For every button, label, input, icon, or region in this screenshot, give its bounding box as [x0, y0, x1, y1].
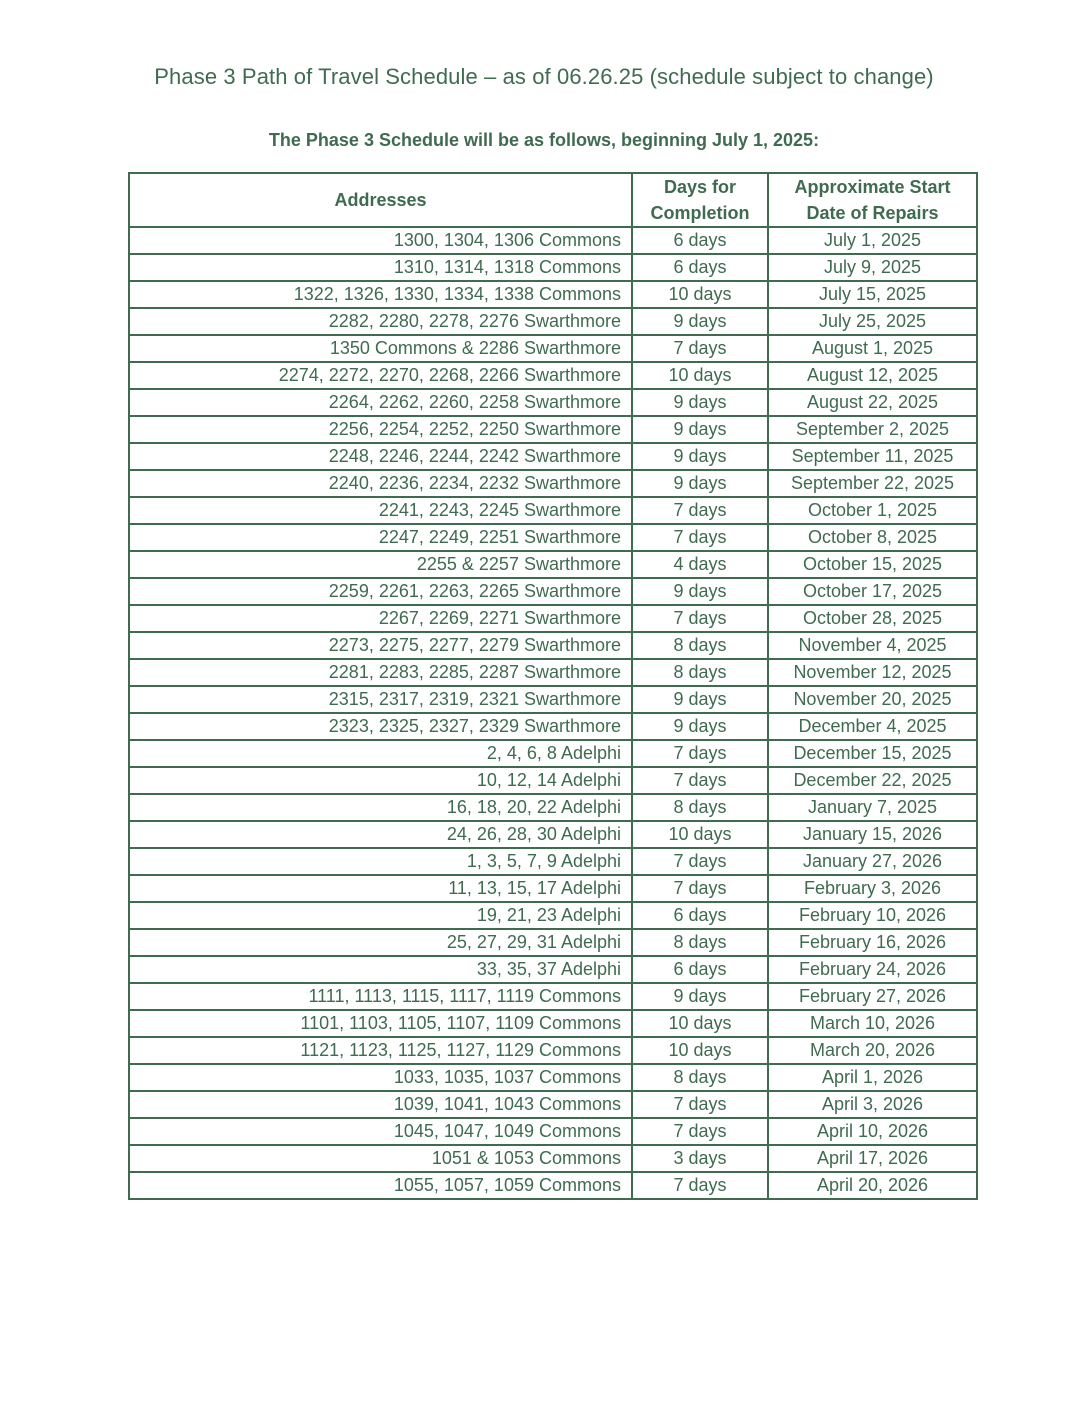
days-cell: 6 days [632, 254, 768, 281]
header-days-line2: Completion [650, 203, 750, 223]
start-date-cell: February 24, 2026 [768, 956, 977, 983]
days-cell: 7 days [632, 1172, 768, 1199]
table-row [129, 470, 977, 497]
days-cell: 8 days [632, 632, 768, 659]
start-date-cell: October 15, 2025 [768, 551, 977, 578]
start-date-cell: November 12, 2025 [768, 659, 977, 686]
address-cell: 25, 27, 29, 31 Adelphi [129, 929, 632, 956]
start-date-cell: February 16, 2026 [768, 929, 977, 956]
page-title: Phase 3 Path of Travel Schedule – as of 06.26.25 (schedule subject to change) [154, 64, 934, 89]
header-date-line2: Date of Repairs [806, 203, 939, 223]
table-row [129, 875, 977, 902]
start-date-cell: January 27, 2026 [768, 848, 977, 875]
start-date-cell: January 15, 2026 [768, 821, 977, 848]
address-cell: 2264, 2262, 2260, 2258 Swarthmore [129, 389, 632, 416]
address-cell: 24, 26, 28, 30 Adelphi [129, 821, 632, 848]
days-cell: 9 days [632, 416, 768, 443]
days-cell: 7 days [632, 335, 768, 362]
schedule-subtitle: The Phase 3 Schedule will be as follows, beginning July 1, 2025: [268, 130, 820, 150]
start-date-cell: July 9, 2025 [768, 254, 977, 281]
address-cell: 1045, 1047, 1049 Commons [129, 1118, 632, 1145]
start-date-cell: January 7, 2025 [768, 794, 977, 821]
days-cell: 10 days [632, 821, 768, 848]
address-cell: 1350 Commons & 2286 Swarthmore [129, 335, 632, 362]
address-cell: 2273, 2275, 2277, 2279 Swarthmore [129, 632, 632, 659]
address-cell: 19, 21, 23 Adelphi [129, 902, 632, 929]
table-row [129, 767, 977, 794]
days-cell: 9 days [632, 578, 768, 605]
days-cell: 7 days [632, 497, 768, 524]
address-cell: 2, 4, 6, 8 Adelphi [129, 740, 632, 767]
start-date-cell: April 3, 2026 [768, 1091, 977, 1118]
address-cell: 2315, 2317, 2319, 2321 Swarthmore [129, 686, 632, 713]
days-cell: 9 days [632, 389, 768, 416]
start-date-cell: August 12, 2025 [768, 362, 977, 389]
table-row [129, 389, 977, 416]
table-row [129, 848, 977, 875]
days-cell: 7 days [632, 848, 768, 875]
address-cell: 1101, 1103, 1105, 1107, 1109 Commons [129, 1010, 632, 1037]
start-date-cell: September 22, 2025 [768, 470, 977, 497]
header-start-date [768, 173, 977, 227]
address-cell: 1310, 1314, 1318 Commons [129, 254, 632, 281]
address-cell: 10, 12, 14 Adelphi [129, 767, 632, 794]
days-cell: 10 days [632, 281, 768, 308]
days-cell: 3 days [632, 1145, 768, 1172]
start-date-cell: July 25, 2025 [768, 308, 977, 335]
days-cell: 6 days [632, 956, 768, 983]
days-cell: 8 days [632, 794, 768, 821]
days-cell: 9 days [632, 713, 768, 740]
table-row [129, 362, 977, 389]
start-date-cell: April 20, 2026 [768, 1172, 977, 1199]
table-row [129, 227, 977, 254]
schedule-table-body [129, 227, 977, 1199]
table-row [129, 308, 977, 335]
header-addresses-label: Addresses [334, 190, 427, 210]
days-cell: 9 days [632, 983, 768, 1010]
address-cell: 1322, 1326, 1330, 1334, 1338 Commons [129, 281, 632, 308]
start-date-cell: March 20, 2026 [768, 1037, 977, 1064]
schedule-table [128, 172, 978, 1200]
address-cell: 2256, 2254, 2252, 2250 Swarthmore [129, 416, 632, 443]
header-days-for-completion [632, 173, 768, 227]
table-row [129, 632, 977, 659]
days-cell: 8 days [632, 659, 768, 686]
header-date-line1: Approximate Start [794, 177, 951, 197]
header-addresses [129, 173, 632, 227]
table-row [129, 1064, 977, 1091]
address-cell: 2282, 2280, 2278, 2276 Swarthmore [129, 308, 632, 335]
start-date-cell: September 2, 2025 [768, 416, 977, 443]
address-cell: 2323, 2325, 2327, 2329 Swarthmore [129, 713, 632, 740]
start-date-cell: December 15, 2025 [768, 740, 977, 767]
table-row [129, 524, 977, 551]
days-cell: 7 days [632, 1118, 768, 1145]
start-date-cell: February 10, 2026 [768, 902, 977, 929]
start-date-cell: September 11, 2025 [768, 443, 977, 470]
address-cell: 1055, 1057, 1059 Commons [129, 1172, 632, 1199]
address-cell: 2281, 2283, 2285, 2287 Swarthmore [129, 659, 632, 686]
table-row [129, 1145, 977, 1172]
address-cell: 2241, 2243, 2245 Swarthmore [129, 497, 632, 524]
table-row [129, 1037, 977, 1064]
start-date-cell: March 10, 2026 [768, 1010, 977, 1037]
start-date-cell: October 1, 2025 [768, 497, 977, 524]
address-cell: 2247, 2249, 2251 Swarthmore [129, 524, 632, 551]
start-date-cell: November 20, 2025 [768, 686, 977, 713]
address-cell: 1051 & 1053 Commons [129, 1145, 632, 1172]
table-row [129, 578, 977, 605]
days-cell: 7 days [632, 875, 768, 902]
start-date-cell: February 27, 2026 [768, 983, 977, 1010]
days-cell: 8 days [632, 1064, 768, 1091]
table-row [129, 659, 977, 686]
start-date-cell: July 15, 2025 [768, 281, 977, 308]
days-cell: 9 days [632, 308, 768, 335]
table-row [129, 416, 977, 443]
start-date-cell: December 22, 2025 [768, 767, 977, 794]
address-cell: 1039, 1041, 1043 Commons [129, 1091, 632, 1118]
days-cell: 10 days [632, 1010, 768, 1037]
table-row [129, 956, 977, 983]
table-row [129, 686, 977, 713]
address-cell: 1, 3, 5, 7, 9 Adelphi [129, 848, 632, 875]
table-row [129, 551, 977, 578]
table-row [129, 929, 977, 956]
days-cell: 7 days [632, 740, 768, 767]
address-cell: 2248, 2246, 2244, 2242 Swarthmore [129, 443, 632, 470]
header-days-line1: Days for [663, 177, 737, 197]
table-row [129, 1118, 977, 1145]
table-row [129, 902, 977, 929]
address-cell: 2274, 2272, 2270, 2268, 2266 Swarthmore [129, 362, 632, 389]
table-row [129, 713, 977, 740]
days-cell: 4 days [632, 551, 768, 578]
table-row [129, 794, 977, 821]
start-date-cell: October 17, 2025 [768, 578, 977, 605]
address-cell: 1300, 1304, 1306 Commons [129, 227, 632, 254]
days-cell: 6 days [632, 902, 768, 929]
start-date-cell: April 10, 2026 [768, 1118, 977, 1145]
table-row [129, 983, 977, 1010]
table-row [129, 821, 977, 848]
start-date-cell: October 8, 2025 [768, 524, 977, 551]
days-cell: 7 days [632, 524, 768, 551]
table-row [129, 1010, 977, 1037]
days-cell: 8 days [632, 929, 768, 956]
address-cell: 11, 13, 15, 17 Adelphi [129, 875, 632, 902]
start-date-cell: July 1, 2025 [768, 227, 977, 254]
start-date-cell: November 4, 2025 [768, 632, 977, 659]
address-cell: 1121, 1123, 1125, 1127, 1129 Commons [129, 1037, 632, 1064]
days-cell: 10 days [632, 1037, 768, 1064]
days-cell: 10 days [632, 362, 768, 389]
days-cell: 9 days [632, 686, 768, 713]
table-row [129, 281, 977, 308]
address-cell: 1111, 1113, 1115, 1117, 1119 Commons [129, 983, 632, 1010]
start-date-cell: October 28, 2025 [768, 605, 977, 632]
start-date-cell: April 1, 2026 [768, 1064, 977, 1091]
address-cell: 1033, 1035, 1037 Commons [129, 1064, 632, 1091]
start-date-cell: December 4, 2025 [768, 713, 977, 740]
address-cell: 2240, 2236, 2234, 2232 Swarthmore [129, 470, 632, 497]
days-cell: 7 days [632, 767, 768, 794]
table-row [129, 1172, 977, 1199]
table-row [129, 443, 977, 470]
address-cell: 2259, 2261, 2263, 2265 Swarthmore [129, 578, 632, 605]
start-date-cell: August 1, 2025 [768, 335, 977, 362]
address-cell: 2267, 2269, 2271 Swarthmore [129, 605, 632, 632]
address-cell: 33, 35, 37 Adelphi [129, 956, 632, 983]
start-date-cell: April 17, 2026 [768, 1145, 977, 1172]
days-cell: 6 days [632, 227, 768, 254]
table-row [129, 254, 977, 281]
table-row [129, 740, 977, 767]
table-row [129, 497, 977, 524]
days-cell: 9 days [632, 470, 768, 497]
days-cell: 9 days [632, 443, 768, 470]
start-date-cell: August 22, 2025 [768, 389, 977, 416]
start-date-cell: February 3, 2026 [768, 875, 977, 902]
table-row [129, 335, 977, 362]
days-cell: 7 days [632, 605, 768, 632]
address-cell: 2255 & 2257 Swarthmore [129, 551, 632, 578]
table-row [129, 605, 977, 632]
table-header-row [129, 173, 977, 227]
address-cell: 16, 18, 20, 22 Adelphi [129, 794, 632, 821]
days-cell: 7 days [632, 1091, 768, 1118]
table-row [129, 1091, 977, 1118]
